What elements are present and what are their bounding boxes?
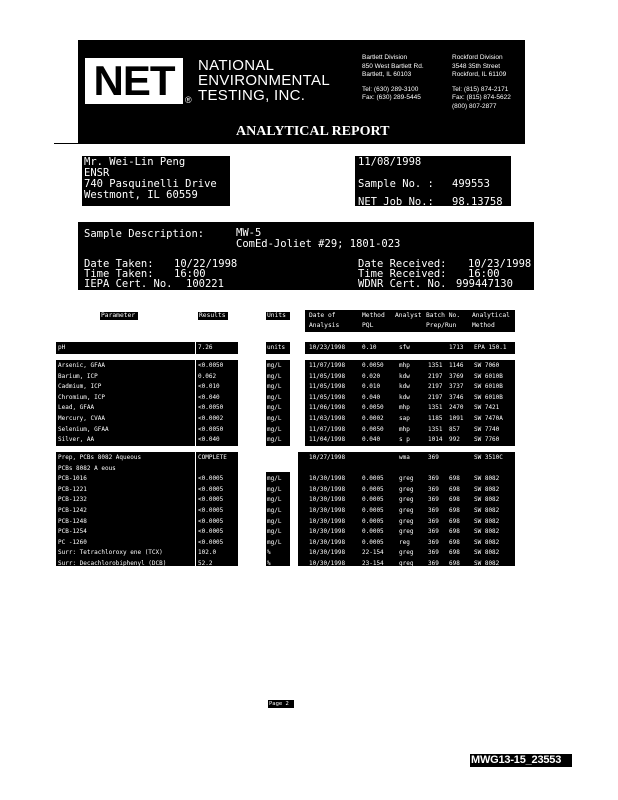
cell-param: Barium, ICP xyxy=(58,372,98,380)
cell-date: 11/04/1998 xyxy=(309,436,346,444)
cell-units: mg/L xyxy=(267,538,282,546)
cell-method: SW 8082 xyxy=(474,549,500,557)
cell-date: 10/30/1998 xyxy=(309,475,346,483)
cell-pql: 0.0002 xyxy=(362,415,384,422)
report-date: 11/08/1998 xyxy=(358,156,422,168)
cell-param: PCB-1232 xyxy=(58,496,87,504)
cell-date: 11/06/1998 xyxy=(309,404,346,412)
cell-run: 698 xyxy=(449,549,460,557)
cell-pql: 0.0050 xyxy=(362,362,384,369)
cell-units: mg/L xyxy=(267,372,282,380)
cell-param: Arsenic, GFAA xyxy=(58,362,105,369)
cell-method: SW 8082 xyxy=(474,560,500,567)
cell-result: <0.010 xyxy=(198,383,220,391)
cell-prep: 1351 xyxy=(428,404,443,412)
sample-desc-line2: ComEd-Joliet #29; 1801-023 xyxy=(236,238,401,250)
date-taken: 10/22/1998 xyxy=(174,258,238,270)
cell-pql: 0.0005 xyxy=(362,528,384,536)
cell-param: pH xyxy=(58,344,66,351)
job-no-label: NET Job No.: xyxy=(358,196,434,208)
cell-units: mg/L xyxy=(267,362,282,369)
wdnr-cert: 999447130 xyxy=(456,278,513,290)
cell-param: PCB-1016 xyxy=(58,475,87,483)
sample-desc-line1: MW-5 xyxy=(236,227,262,239)
cell-pql: 0.0005 xyxy=(362,507,384,514)
cell-param: Silver, AA xyxy=(58,436,95,444)
cell-analyst: mhp xyxy=(399,425,410,433)
cell-result: <0.040 xyxy=(198,436,220,444)
cell-date: 10/30/1998 xyxy=(309,528,346,536)
underline-left xyxy=(54,143,78,144)
cell-prep: 369 xyxy=(428,496,439,504)
cell-result: <0.0050 xyxy=(198,404,224,412)
cell-units: % xyxy=(267,560,271,567)
cell-result: 102.0 xyxy=(198,549,217,557)
cell-param: PCB-1221 xyxy=(58,485,87,493)
cell-method: SW 7470A xyxy=(474,415,503,422)
header-method-pql: Method PQL xyxy=(362,312,385,329)
cell-pql: 0.0005 xyxy=(362,475,384,483)
cell-run: 3769 xyxy=(449,372,464,380)
cell-result: 52.2 xyxy=(198,560,213,567)
cell-param: Cadmium, ICP xyxy=(58,383,102,391)
cell-result: 7.26 xyxy=(198,344,213,351)
cell-pql: 0.040 xyxy=(362,393,381,401)
time-received: 16:00 xyxy=(468,268,500,280)
cell-method: SW 3510C xyxy=(474,454,503,461)
cell-pql: 22-154 xyxy=(362,549,384,557)
cell-date: 10/30/1998 xyxy=(309,496,346,504)
cell-run: 698 xyxy=(449,528,460,536)
header-batch: Batch No. Prep/Run xyxy=(426,312,461,329)
cell-date: 10/30/1998 xyxy=(309,560,346,567)
cell-date: 10/27/1998 xyxy=(309,454,346,461)
cell-units: mg/L xyxy=(267,475,282,483)
header-results: Results xyxy=(199,312,226,319)
net-logo: NET xyxy=(85,58,183,104)
cell-result: <0.0005 xyxy=(198,485,224,493)
cell-result: <0.0005 xyxy=(198,517,224,525)
cell-pql: 0.0005 xyxy=(362,538,384,546)
cell-param: Lead, GFAA xyxy=(58,404,95,412)
cell-analyst: sfw xyxy=(399,344,410,351)
iepa-cert: 100221 xyxy=(186,278,224,290)
cell-analyst: greg xyxy=(399,496,414,504)
cell-result: <0.0002 xyxy=(198,415,224,422)
cell-date: 10/23/1998 xyxy=(309,344,346,351)
cell-result: <0.0050 xyxy=(198,425,224,433)
cell-result: <0.040 xyxy=(198,393,220,401)
cell-param: Prep, PCBs 8082 Aqueous xyxy=(58,454,142,461)
cell-method: SW 8082 xyxy=(474,475,500,483)
cell-prep: 369 xyxy=(428,528,439,536)
cell-run: 698 xyxy=(449,560,460,567)
cell-prep: 1185 xyxy=(428,415,443,422)
cell-prep: 2197 xyxy=(428,393,443,401)
cell-param: Selenium, GFAA xyxy=(58,425,109,433)
cell-date: 10/30/1998 xyxy=(309,538,346,546)
cell-analyst: greg xyxy=(399,485,414,493)
cell-method: SW 7060 xyxy=(474,362,500,369)
wdnr-cert-label: WDNR Cert. No. xyxy=(358,278,447,290)
cell-units: mg/L xyxy=(267,393,282,401)
cell-date: 10/30/1998 xyxy=(309,485,346,493)
cell-run: 3746 xyxy=(449,393,464,401)
cell-analyst: greg xyxy=(399,528,414,536)
time-received-label: Time Received: xyxy=(358,268,447,280)
cell-param: PCBs 8082 A eous xyxy=(58,464,116,472)
rockford-office-address: Rockford Division 3548 35th Street Rockford, IL 61109 Tel: (815) 874-2171 Fax: (815) 874-5622 (800) 807-2877 xyxy=(452,54,511,110)
sample-no-label: Sample No. : xyxy=(358,178,434,190)
iepa-cert-label: IEPA Cert. No. xyxy=(84,278,173,290)
bartlett-office-address: Bartlett Division 850 West Bartlett Rd. Bartlett, IL 60103 Tel: (630) 289-3100 Fax: (630) 289-5445 xyxy=(362,54,424,102)
cell-run: 698 xyxy=(449,507,460,514)
cell-pql: 0.040 xyxy=(362,436,381,444)
cell-result: <0.0005 xyxy=(198,538,224,546)
cell-method: SW 8082 xyxy=(474,485,500,493)
cell-pql: 0.010 xyxy=(362,383,381,391)
cell-result: <0.0005 xyxy=(198,528,224,536)
cell-units: mg/L xyxy=(267,496,282,504)
cell-date: 10/30/1998 xyxy=(309,549,346,557)
cell-prep: 1351 xyxy=(428,425,443,433)
cell-run: 1146 xyxy=(449,362,464,369)
cell-param: PCB-1242 xyxy=(58,507,87,514)
cell-run: 2470 xyxy=(449,404,464,412)
cell-analyst: reg xyxy=(399,538,410,546)
cell-pql: 23-154 xyxy=(362,560,384,567)
header-date: Date of Analysis xyxy=(309,312,340,329)
cell-method: SW 6010B xyxy=(474,372,503,380)
cell-prep: 1014 xyxy=(428,436,443,444)
date-received-label: Date Received: xyxy=(358,258,447,270)
cell-prep: 369 xyxy=(428,507,439,514)
header-analyst: Analyst xyxy=(395,312,422,319)
cell-prep: 2197 xyxy=(428,383,443,391)
cell-method: SW 7421 xyxy=(474,404,500,412)
cell-method: SW 6010B xyxy=(474,393,503,401)
time-taken: 16:00 xyxy=(174,268,206,280)
cell-method: SW 6010B xyxy=(474,383,503,391)
company-name: NATIONAL ENVIRONMENTAL TESTING, INC. xyxy=(198,57,330,104)
cell-analyst: greg xyxy=(399,560,414,567)
param-result-divider xyxy=(195,342,196,566)
cell-result: <0.0005 xyxy=(198,496,224,504)
cell-analyst: s p xyxy=(399,436,410,444)
cell-result: 0.062 xyxy=(198,372,217,380)
cell-pql: 0.10 xyxy=(362,344,377,351)
cell-pql: 0.0050 xyxy=(362,425,384,433)
cell-run: 1091 xyxy=(449,415,464,422)
cell-date: 11/07/1998 xyxy=(309,362,346,369)
cell-run: 698 xyxy=(449,517,460,525)
cell-units: mg/L xyxy=(267,383,282,391)
header-analytical-method: Analytical Method xyxy=(472,312,510,329)
cell-units: mg/L xyxy=(267,425,282,433)
cell-run: 698 xyxy=(449,485,460,493)
cell-prep: 369 xyxy=(428,475,439,483)
cell-param: PCB-1254 xyxy=(58,528,87,536)
cell-prep: 369 xyxy=(428,517,439,525)
cell-analyst: kdw xyxy=(399,383,410,391)
cell-param: PC -1260 xyxy=(58,538,87,546)
job-no: 98.13758 xyxy=(452,196,503,208)
client-address: Mr. Wei-Lin Peng ENSR 740 Pasquinelli Drive Westmont, IL 60559 xyxy=(84,156,217,201)
cell-param: Chromium, ICP xyxy=(58,393,105,401)
cell-analyst: kdw xyxy=(399,393,410,401)
cell-units: mg/L xyxy=(267,528,282,536)
cell-date: 11/05/1998 xyxy=(309,372,346,380)
cell-analyst: kdw xyxy=(399,372,410,380)
cell-run: 698 xyxy=(449,538,460,546)
cell-param: Surr: Tetrachloroxy ene (TCX) xyxy=(58,549,163,557)
cell-units: mg/L xyxy=(267,436,282,444)
cell-analyst: wma xyxy=(399,454,410,461)
doc-id: MWG13-15_23553 xyxy=(471,754,562,766)
cell-analyst: greg xyxy=(399,475,414,483)
cell-method: SW 7740 xyxy=(474,425,500,433)
cell-result: <0.0005 xyxy=(198,475,224,483)
cell-units: % xyxy=(267,549,271,557)
cell-date: 11/05/1998 xyxy=(309,393,346,401)
sample-desc-label: Sample Description: xyxy=(84,228,205,240)
cell-run: 698 xyxy=(449,475,460,483)
cell-run: 3737 xyxy=(449,383,464,391)
cell-run: 857 xyxy=(449,425,460,433)
cell-pql: 0.0005 xyxy=(362,485,384,493)
cell-result: <0.0005 xyxy=(198,507,224,514)
cell-analyst: greg xyxy=(399,507,414,514)
cell-run: 698 xyxy=(449,496,460,504)
cell-run: 1713 xyxy=(449,344,464,351)
report-title: ANALYTICAL REPORT xyxy=(236,124,390,139)
cell-method: SW 7760 xyxy=(474,436,500,444)
cell-analyst: sap xyxy=(399,415,410,422)
cell-param: Mercury, CVAA xyxy=(58,415,105,422)
cell-analyst: greg xyxy=(399,517,414,525)
cell-pql: 0.0005 xyxy=(362,517,384,525)
date-taken-label: Date Taken: xyxy=(84,258,154,270)
cell-method: EPA 150.1 xyxy=(474,344,507,351)
cell-method: SW 8082 xyxy=(474,528,500,536)
cell-pql: 0.0050 xyxy=(362,404,384,412)
cell-result: <0.0050 xyxy=(198,362,224,369)
sample-no: 499553 xyxy=(452,178,490,190)
cell-method: SW 8082 xyxy=(474,496,500,504)
cell-analyst: mhp xyxy=(399,362,410,369)
registered-mark: ® xyxy=(185,95,192,105)
cell-date: 11/03/1998 xyxy=(309,415,346,422)
cell-prep: 369 xyxy=(428,485,439,493)
cell-prep: 369 xyxy=(428,560,439,567)
cell-analyst: mhp xyxy=(399,404,410,412)
cell-units: mg/L xyxy=(267,415,282,422)
cell-prep: 2197 xyxy=(428,372,443,380)
header-parameter: Parameter xyxy=(101,312,136,319)
cell-date: 10/30/1998 xyxy=(309,507,346,514)
cell-pql: 0.0005 xyxy=(362,496,384,504)
date-received: 10/23/1998 xyxy=(468,258,532,270)
cell-method: SW 8082 xyxy=(474,507,500,514)
cell-method: SW 8082 xyxy=(474,538,500,546)
cell-analyst: greg xyxy=(399,549,414,557)
cell-result: COMPLETE xyxy=(198,454,227,461)
cell-param: PCB-1248 xyxy=(58,517,87,525)
cell-method: SW 8082 xyxy=(474,517,500,525)
cell-prep: 369 xyxy=(428,549,439,557)
cell-run: 992 xyxy=(449,436,460,444)
cell-prep: 369 xyxy=(428,538,439,546)
cell-date: 10/30/1998 xyxy=(309,517,346,525)
cell-date: 11/07/1998 xyxy=(309,425,346,433)
cell-pql: 0.020 xyxy=(362,372,381,380)
cell-date: 11/05/1998 xyxy=(309,383,346,391)
cell-param: Surr: Decachlorobiphenyl (DCB) xyxy=(58,560,167,567)
cell-units: units xyxy=(267,344,286,351)
cell-units: mg/L xyxy=(267,517,282,525)
header-units: Units xyxy=(267,312,286,319)
page-label: Page 2 xyxy=(269,701,289,707)
cell-units: mg/L xyxy=(267,485,282,493)
cell-units: mg/L xyxy=(267,507,282,514)
cell-units: mg/L xyxy=(267,404,282,412)
time-taken-label: Time Taken: xyxy=(84,268,154,280)
cell-prep: 1351 xyxy=(428,362,443,369)
cell-prep: 369 xyxy=(428,454,439,461)
